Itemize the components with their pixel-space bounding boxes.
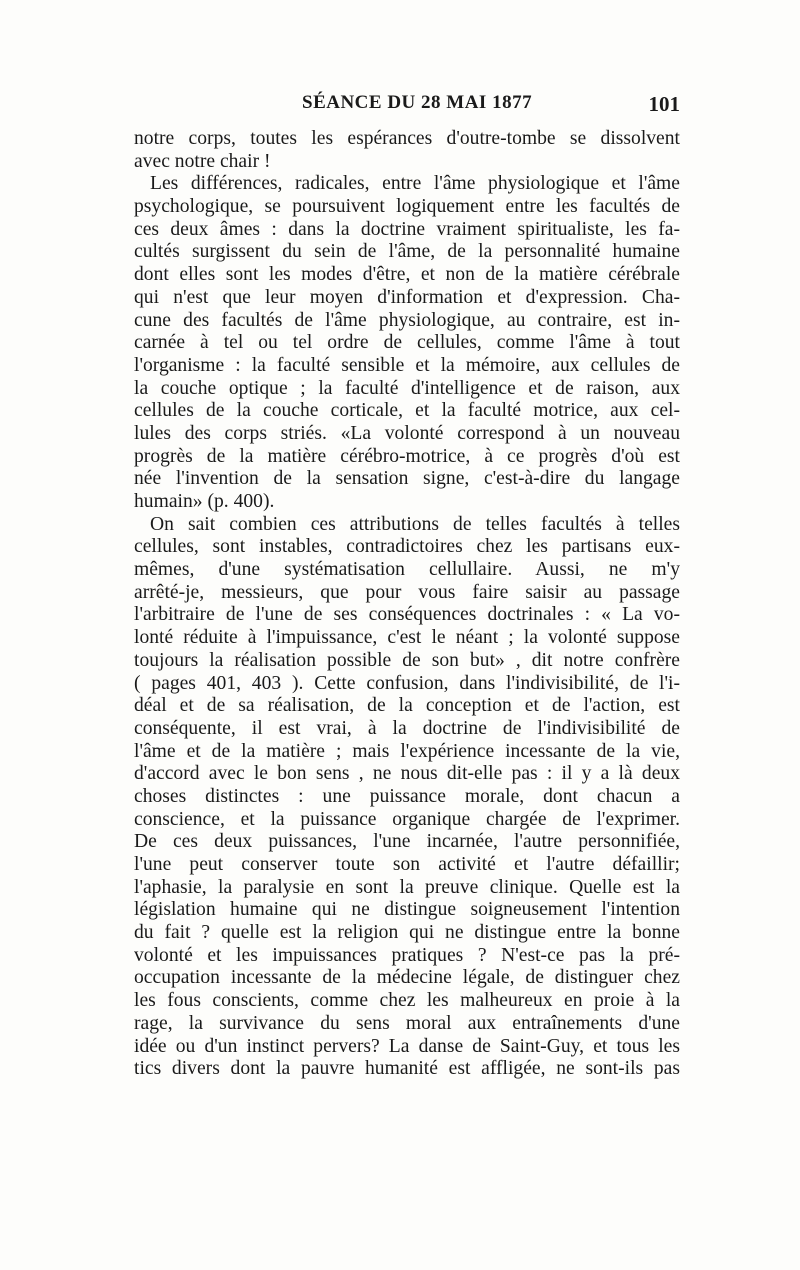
text-line: rage, la survivance du sens moral aux entraînements d'une bbox=[134, 1012, 680, 1034]
text-line: la couche optique ; la faculté d'intelligence et de raison, aux bbox=[134, 377, 680, 399]
text-line: législation humaine qui ne distingue soigneusement l'intention bbox=[134, 899, 680, 921]
text-line: avec notre chair ! bbox=[134, 150, 271, 172]
text-line: mêmes, d'une systématisation cellullaire. Aussi, ne m'y bbox=[134, 559, 680, 581]
text-line: l'âme et de la matière ; mais l'expérience incessante de la vie, bbox=[134, 740, 680, 762]
text-line: volonté et les impuissances pratiques ? N'est-ce pas la pré- bbox=[134, 944, 680, 966]
text-line: qui n'est que leur moyen d'information et d'expression. Cha- bbox=[134, 286, 680, 308]
text-line: psychologique, se poursuivent logiquement entre les facultés de bbox=[134, 196, 680, 218]
text-line: lules des corps striés. «La volonté correspond à un nouveau bbox=[134, 422, 680, 444]
text-line: choses distinctes : une puissance morale, dont chacun a bbox=[134, 785, 680, 807]
text-line: tics divers dont la pauvre humanité est affligée, ne sont-ils pas bbox=[134, 1058, 680, 1080]
text-line: l'aphasie, la paralysie en sont la preuve clinique. Quelle est la bbox=[134, 876, 680, 898]
text-line: les fous conscients, comme chez les malheureux en proie à la bbox=[134, 990, 680, 1012]
text-line: lonté réduite à l'impuissance, c'est le néant ; la volonté suppose bbox=[134, 627, 680, 649]
text-line: d'accord avec le bon sens , ne nous dit-elle pas : il y a là deux bbox=[134, 763, 680, 785]
text-line: occupation incessante de la médecine légale, de distinguer chez bbox=[134, 967, 680, 989]
text-line: l'une peut conserver toute son activité et l'autre défaillir; bbox=[134, 854, 680, 875]
text-line: cellules de la couche corticale, et la faculté motrice, aux cel- bbox=[134, 400, 680, 422]
text-line: arrêté-je, messieurs, que pour vous faire saisir au passage bbox=[134, 581, 680, 603]
text-line: cultés surgissent du sein de l'âme, de la personnalité humaine bbox=[134, 241, 680, 263]
text-line: idée ou d'un instinct pervers? La danse de Saint-Guy, et tous les bbox=[134, 1035, 680, 1057]
text-line: ces deux âmes : dans la doctrine vraiment spiritualiste, les fa- bbox=[134, 218, 680, 240]
text-line: l'arbitraire de l'une de ses conséquences doctrinales : « La vo- bbox=[134, 604, 680, 626]
text-line: conséquente, il est vrai, à la doctrine de l'indivisibilité de bbox=[134, 717, 680, 739]
text-line: progrès de la matière cérébro-motrice, à ce progrès d'où est bbox=[134, 445, 680, 467]
text-line: toujours la réalisation possible de son but» , dit notre confrère bbox=[134, 649, 680, 671]
text-line: notre corps, toutes les espérances d'outre-tombe se dissolvent bbox=[134, 128, 680, 149]
text-line: On sait combien ces attributions de telles facultés à telles bbox=[150, 513, 680, 535]
text-line: De ces deux puissances, l'une incarnée, l'autre personnifiée, bbox=[134, 831, 680, 853]
text-line: dont elles sont les modes d'être, et non de la matière cérébrale bbox=[134, 264, 680, 286]
text-line: humain» (p. 400). bbox=[134, 491, 275, 512]
text-line: du fait ? quelle est la religion qui ne distingue entre la bonne bbox=[134, 922, 680, 944]
text-line: déal et de sa réalisation, de la conception et de l'action, est bbox=[134, 695, 680, 717]
text-line: Les différences, radicales, entre l'âme physiologique et l'âme bbox=[150, 173, 680, 195]
text-line: née l'invention de la sensation signe, c'est-à-dire du langage bbox=[134, 468, 680, 490]
text-line: cune des facultés de l'âme physiologique, au contraire, est in- bbox=[134, 309, 680, 331]
text-line: ( pages 401, 403 ). Cette confusion, dans l'indivisibilité, de l'i- bbox=[134, 672, 680, 694]
body-text bbox=[134, 128, 680, 1081]
running-title: SÉANCE DU 28 MAI 1877 bbox=[302, 92, 533, 113]
text-line: l'organisme : la faculté sensible et la mémoire, aux cellules de bbox=[134, 354, 680, 376]
text-line: carnée à tel ou tel ordre de cellules, comme l'âme à tout bbox=[134, 332, 680, 354]
text-line: conscience, et la puissance organique chargée de l'exprimer. bbox=[134, 808, 680, 830]
running-header bbox=[134, 92, 680, 118]
page-number: 101 bbox=[648, 92, 680, 116]
text-line: cellules, sont instables, contradictoires chez les partisans eux- bbox=[134, 536, 680, 558]
